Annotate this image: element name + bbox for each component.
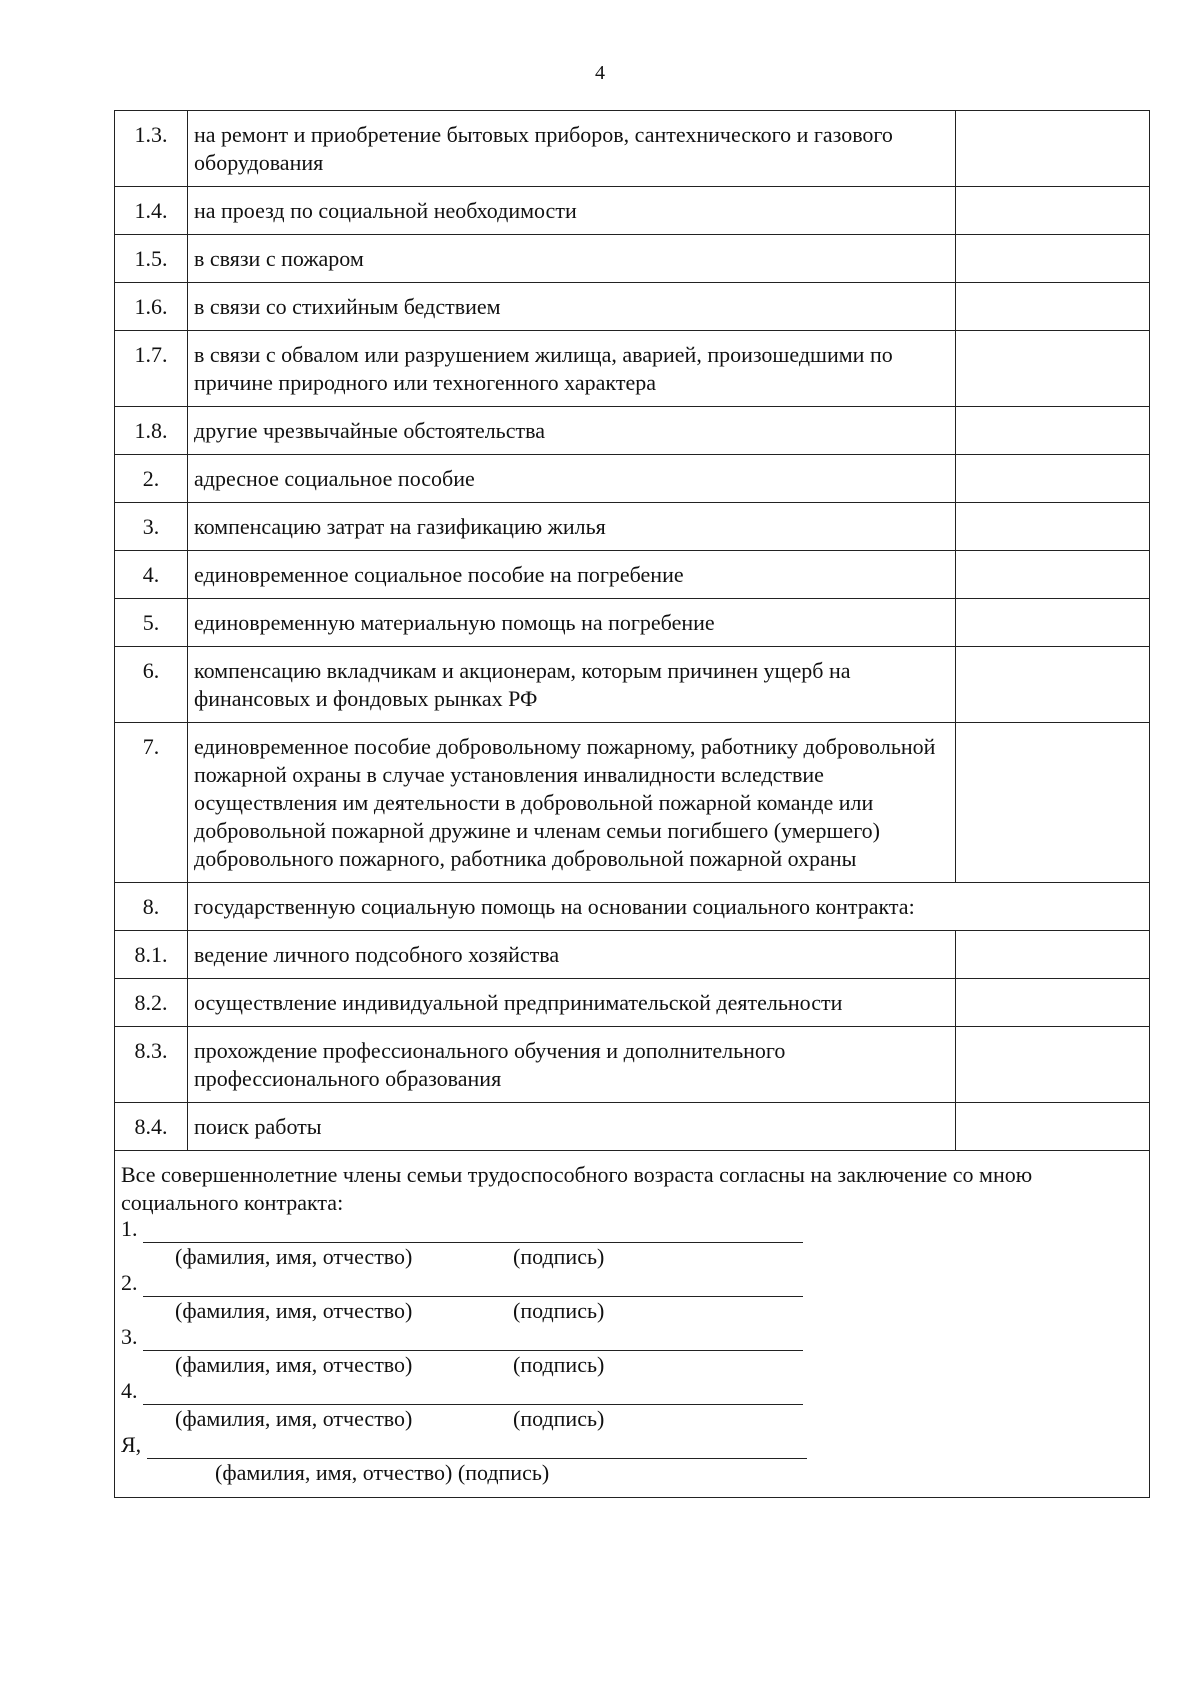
signature-line[interactable] — [121, 1271, 1143, 1297]
row-number: 8. — [115, 883, 188, 931]
row-text: единовременное социальное пособие на погребение — [188, 551, 956, 599]
table-row — [115, 187, 1150, 235]
row-mark-cell[interactable] — [956, 1103, 1150, 1151]
row-mark-cell[interactable] — [956, 979, 1150, 1027]
row-number: 1.6. — [115, 283, 188, 331]
row-mark-cell[interactable] — [956, 331, 1150, 407]
row-text: государственную социальную помощь на основании социального контракта: — [188, 883, 1150, 931]
table-row — [115, 931, 1150, 979]
row-text: ведение личного подсобного хозяйства — [188, 931, 956, 979]
row-mark-cell[interactable] — [956, 1027, 1150, 1103]
row-mark-cell[interactable] — [956, 599, 1150, 647]
row-text: единовременное пособие добровольному пожарному, работнику добровольной пожарной охраны в случае установления инвалидности вследствие осуществления им деятельности в добровольной пожарной команде или добровольной пожарной дружине и членам семьи погибшего (умершего) добровольного пожарного, работника добровольной пожарной охраны — [188, 723, 956, 883]
signature-line[interactable] — [121, 1379, 1143, 1405]
table-row — [115, 883, 1150, 931]
signature-hint — [121, 1351, 1143, 1379]
row-mark-cell[interactable] — [956, 111, 1150, 187]
row-text: другие чрезвычайные обстоятельства — [188, 407, 956, 455]
table-row — [115, 1103, 1150, 1151]
signature-field[interactable] — [143, 1222, 803, 1243]
row-text: прохождение профессионального обучения и дополнительного профессионального образования — [188, 1027, 956, 1103]
sign-hint: (подпись) — [513, 1352, 605, 1377]
row-number: 1.8. — [115, 407, 188, 455]
signature-line-number: 1. — [121, 1216, 138, 1241]
row-number: 2. — [115, 455, 188, 503]
consent-text: Все совершеннолетние члены семьи трудоспособного возраста согласны на заключение со мною социального контракта: — [121, 1162, 1033, 1215]
table-row — [115, 647, 1150, 723]
row-mark-cell[interactable] — [956, 455, 1150, 503]
row-number: 4. — [115, 551, 188, 599]
table-row — [115, 503, 1150, 551]
row-mark-cell[interactable] — [956, 647, 1150, 723]
fio-hint: (фамилия, имя, отчество) — [175, 1406, 413, 1431]
row-text: компенсацию затрат на газификацию жилья — [188, 503, 956, 551]
row-text: осуществление индивидуальной предпринимательской деятельности — [188, 979, 956, 1027]
fio-hint: (фамилия, имя, отчество) — [175, 1298, 413, 1323]
signature-hint — [121, 1297, 1143, 1325]
signature-line[interactable] — [121, 1217, 1143, 1243]
row-number: 1.3. — [115, 111, 188, 187]
consent-block — [115, 1151, 1150, 1498]
sign-hint: (подпись) — [513, 1244, 605, 1269]
row-text: в связи с обвалом или разрушением жилища, аварией, произошедшими по причине природного или техногенного характера — [188, 331, 956, 407]
table-row — [115, 331, 1150, 407]
row-number: 8.3. — [115, 1027, 188, 1103]
fio-hint: (фамилия, имя, отчество) — [175, 1244, 413, 1269]
row-mark-cell[interactable] — [956, 283, 1150, 331]
benefits-table — [114, 110, 1150, 1498]
table-row — [115, 283, 1150, 331]
row-text: в связи со стихийным бедствием — [188, 283, 956, 331]
signature-field[interactable] — [143, 1384, 803, 1405]
table-row — [115, 979, 1150, 1027]
signature-field[interactable] — [143, 1330, 803, 1351]
signature-hint — [121, 1405, 1143, 1433]
self-hint: (фамилия, имя, отчество) (подпись) — [215, 1460, 550, 1485]
self-signature-field[interactable] — [147, 1438, 807, 1459]
table-row — [115, 551, 1150, 599]
sign-hint: (подпись) — [513, 1406, 605, 1431]
table-row — [115, 407, 1150, 455]
row-number: 1.5. — [115, 235, 188, 283]
row-number: 8.1. — [115, 931, 188, 979]
row-number: 7. — [115, 723, 188, 883]
table-row — [115, 723, 1150, 883]
signature-hint — [121, 1243, 1143, 1271]
signature-line-number: 4. — [121, 1378, 138, 1403]
row-text: компенсацию вкладчикам и акционерам, которым причинен ущерб на финансовых и фондовых рынках РФ — [188, 647, 956, 723]
row-number: 5. — [115, 599, 188, 647]
signature-line-number: 3. — [121, 1324, 138, 1349]
row-number: 1.4. — [115, 187, 188, 235]
row-number: 1.7. — [115, 331, 188, 407]
table-row — [115, 1027, 1150, 1103]
row-mark-cell[interactable] — [956, 235, 1150, 283]
table-row — [115, 235, 1150, 283]
row-text: на проезд по социальной необходимости — [188, 187, 956, 235]
self-label: Я, — [121, 1432, 142, 1457]
row-mark-cell[interactable] — [956, 551, 1150, 599]
row-mark-cell[interactable] — [956, 187, 1150, 235]
row-mark-cell[interactable] — [956, 407, 1150, 455]
row-number: 3. — [115, 503, 188, 551]
sign-hint: (подпись) — [513, 1298, 605, 1323]
page-number: 4 — [595, 62, 605, 84]
row-mark-cell[interactable] — [956, 503, 1150, 551]
row-mark-cell[interactable] — [956, 723, 1150, 883]
row-text: единовременную материальную помощь на погребение — [188, 599, 956, 647]
row-number: 8.2. — [115, 979, 188, 1027]
signature-line-number: 2. — [121, 1270, 138, 1295]
row-number: 6. — [115, 647, 188, 723]
row-text: адресное социальное пособие — [188, 455, 956, 503]
row-mark-cell[interactable] — [956, 931, 1150, 979]
table-row — [115, 111, 1150, 187]
row-text: в связи с пожаром — [188, 235, 956, 283]
table-row — [115, 455, 1150, 503]
signature-line[interactable] — [121, 1325, 1143, 1351]
signature-field[interactable] — [143, 1276, 803, 1297]
fio-hint: (фамилия, имя, отчество) — [175, 1352, 413, 1377]
self-signature-line[interactable] — [121, 1433, 1143, 1459]
row-text: поиск работы — [188, 1103, 956, 1151]
row-text: на ремонт и приобретение бытовых приборов, сантехнического и газового оборудования — [188, 111, 956, 187]
table-row — [115, 599, 1150, 647]
row-number: 8.4. — [115, 1103, 188, 1151]
